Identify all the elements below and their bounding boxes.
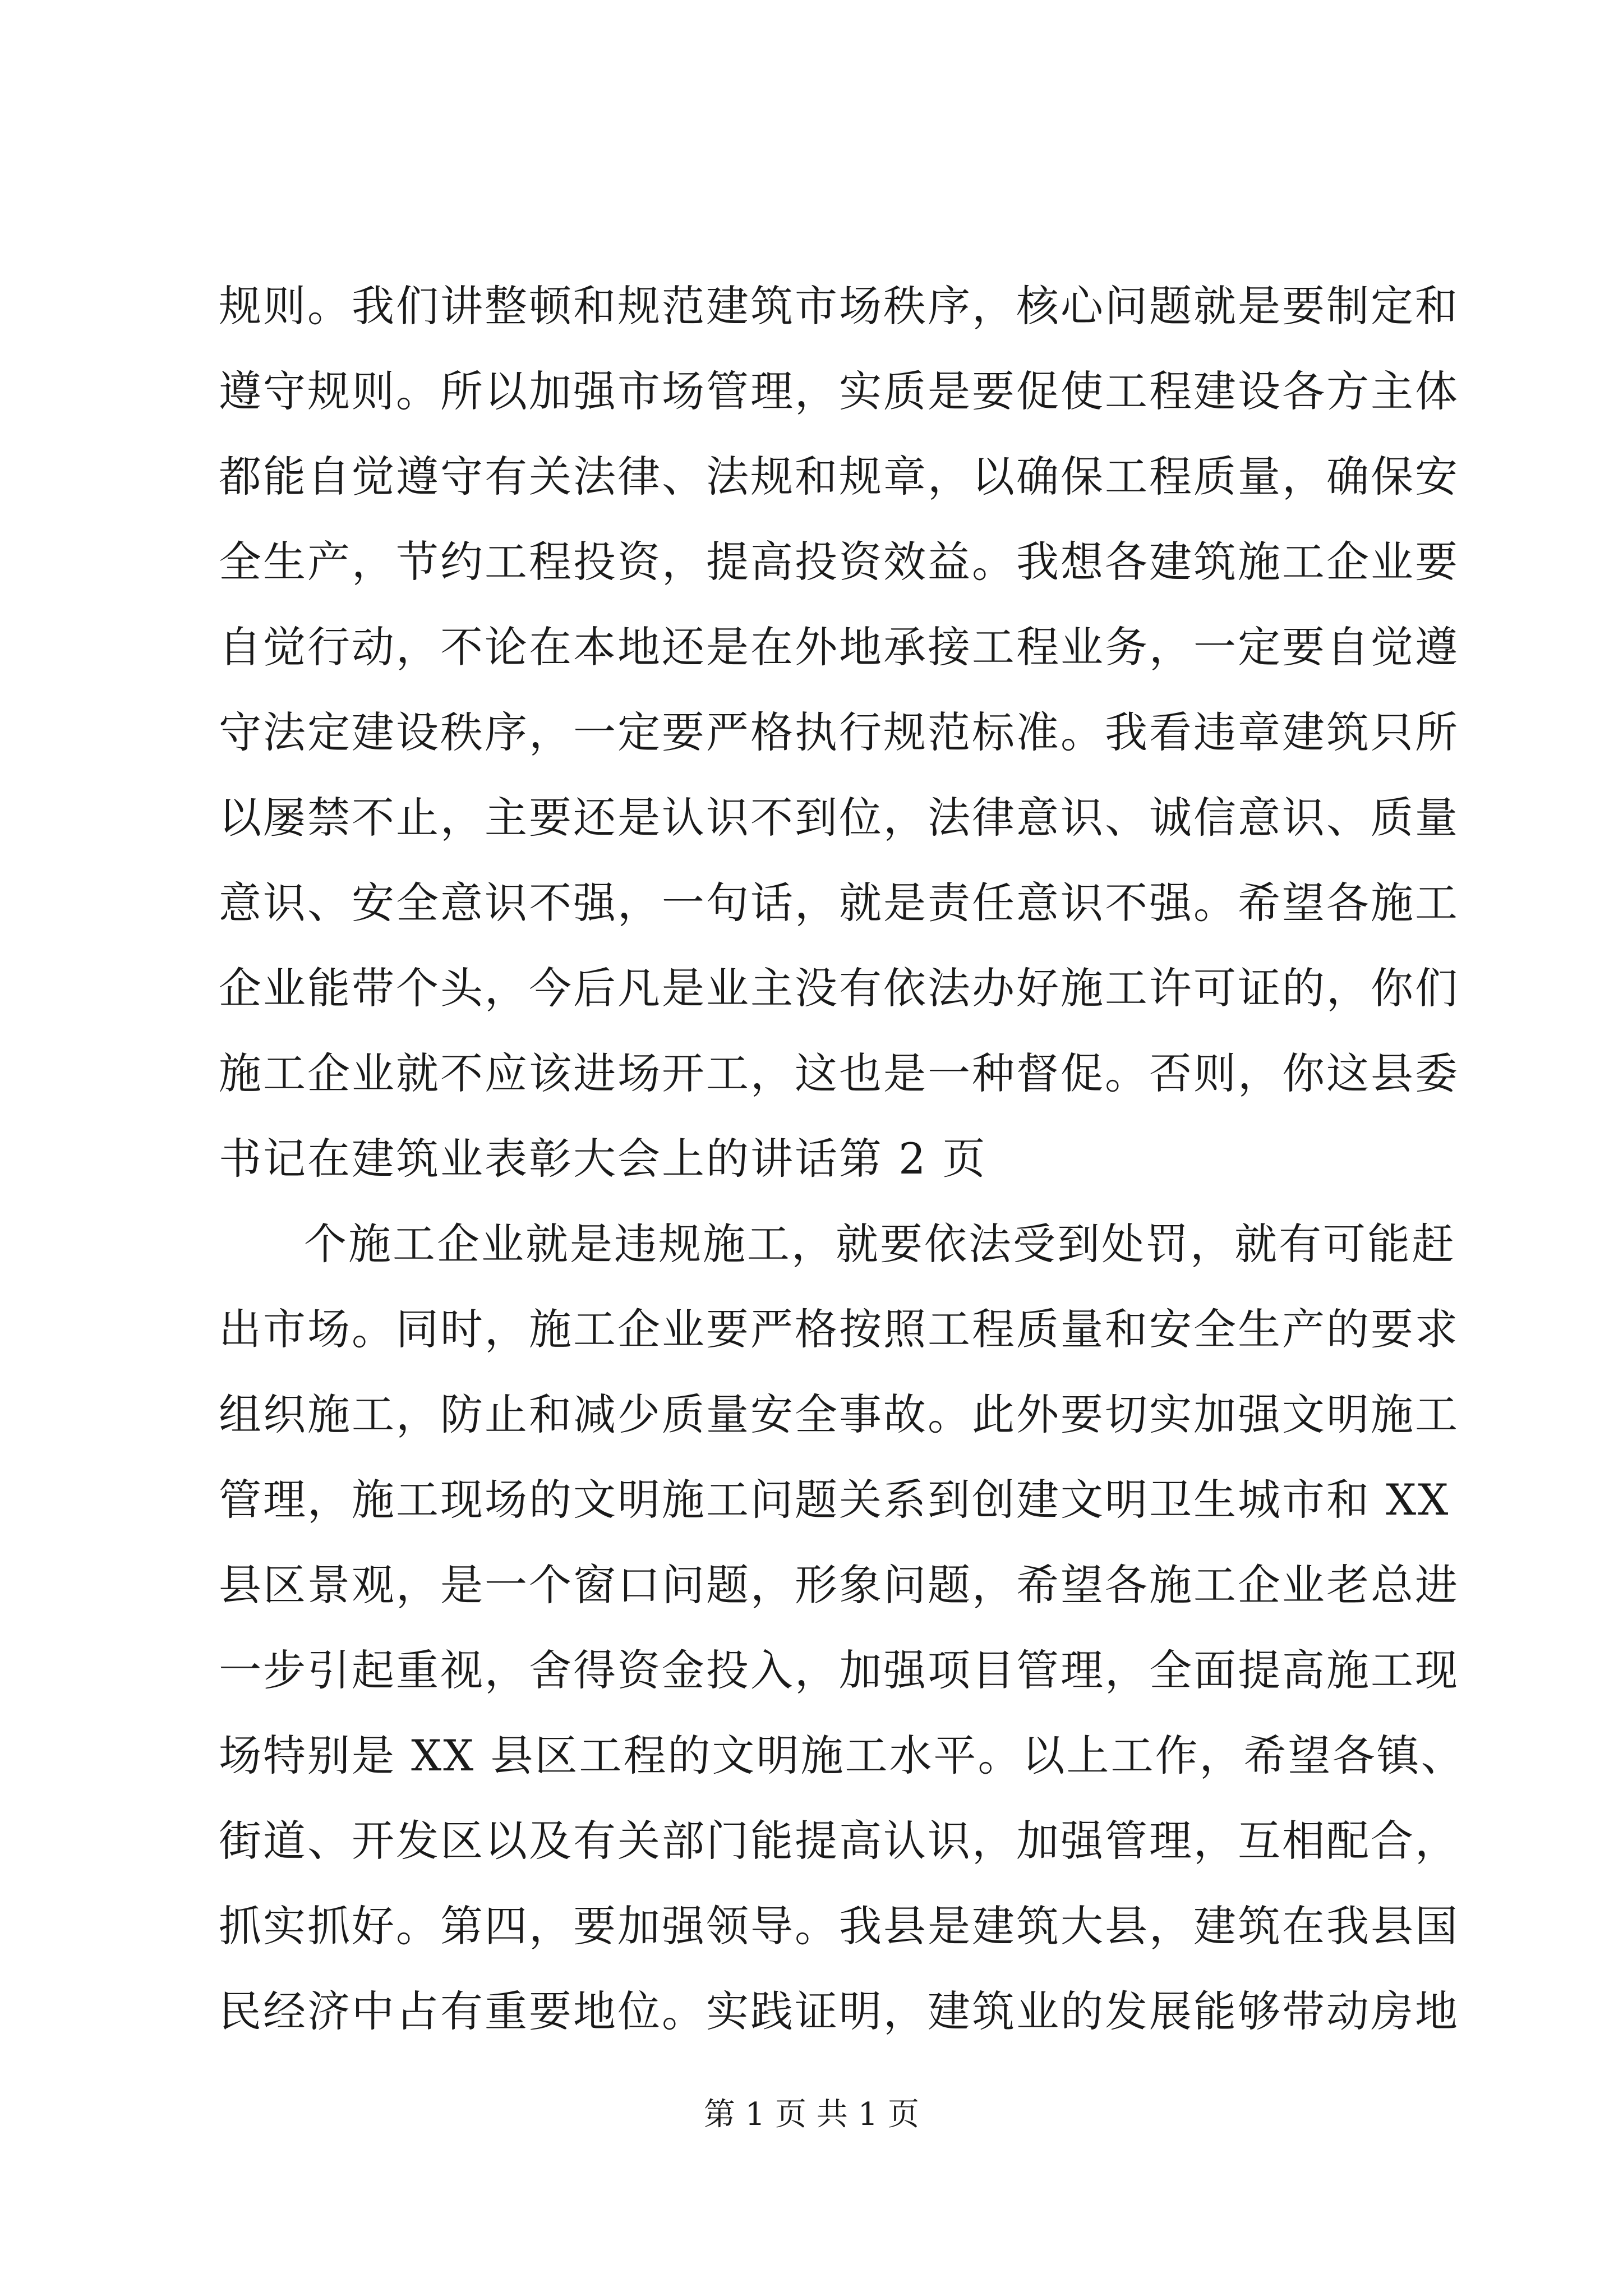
text-line: 街道、开发区以及有关部门能提高认识，加强管理，互相配合， bbox=[219, 1816, 1459, 1866]
text-line: 组织施工，防止和减少质量安全事故。此外要切实加强文明施工 bbox=[219, 1389, 1459, 1439]
text-line: 企业能带个头，今后凡是业主没有依法办好施工许可证的，你们 bbox=[219, 963, 1459, 1013]
text-line: 施工企业就不应该进场开工，这也是一种督促。否则，你这县委 bbox=[219, 1048, 1459, 1098]
text-line: 书记在建筑业表彰大会上的讲话第 2 页 bbox=[219, 1134, 987, 1184]
paragraph-first-line: 个施工企业就是违规施工，就要依法受到处罚，就有可能赶 bbox=[304, 1219, 1456, 1269]
text-line: 出市场。同时，施工企业要严格按照工程质量和安全生产的要求 bbox=[219, 1304, 1459, 1354]
text-line: 自觉行动，不论在本地还是在外地承接工程业务，一定要自觉遵 bbox=[219, 622, 1459, 672]
text-line: 管理，施工现场的文明施工问题关系到创建文明卫生城市和 XX bbox=[219, 1475, 1450, 1525]
text-line: 全生产，节约工程投资，提高投资效益。我想各建筑施工企业要 bbox=[219, 537, 1459, 587]
text-line: 民经济中占有重要地位。实践证明，建筑业的发展能够带动房地 bbox=[219, 1986, 1459, 2036]
body-text bbox=[219, 264, 1465, 2054]
text-line: 规则。我们讲整顿和规范建筑市场秩序，核心问题就是要制定和 bbox=[219, 281, 1459, 331]
page-footer: 第 1 页 共 1 页 bbox=[703, 2096, 920, 2133]
text-line: 守法定建设秩序，一定要严格执行规范标准。我看违章建筑只所 bbox=[219, 707, 1459, 757]
text-line: 遵守规则。所以加强市场管理，实质是要促使工程建设各方主体 bbox=[219, 366, 1459, 416]
text-line: 一步引起重视，舍得资金投入，加强项目管理，全面提高施工现 bbox=[219, 1645, 1459, 1695]
text-line: 场特别是 XX 县区工程的文明施工水平。以上工作，希望各镇、 bbox=[219, 1731, 1465, 1780]
text-line: 县区景观，是一个窗口问题，形象问题，希望各施工企业老总进 bbox=[219, 1560, 1459, 1610]
text-line: 以屡禁不止，主要还是认识不到位，法律意识、诚信意识、质量 bbox=[219, 793, 1459, 843]
text-line: 抓实抓好。第四，要加强领导。我县是建筑大县，建筑在我县国 bbox=[219, 1901, 1459, 1951]
text-line: 意识、安全意识不强，一句话，就是责任意识不强。希望各施工 bbox=[219, 878, 1459, 928]
text-line: 都能自觉遵守有关法律、法规和规章，以确保工程质量，确保安 bbox=[219, 452, 1459, 501]
